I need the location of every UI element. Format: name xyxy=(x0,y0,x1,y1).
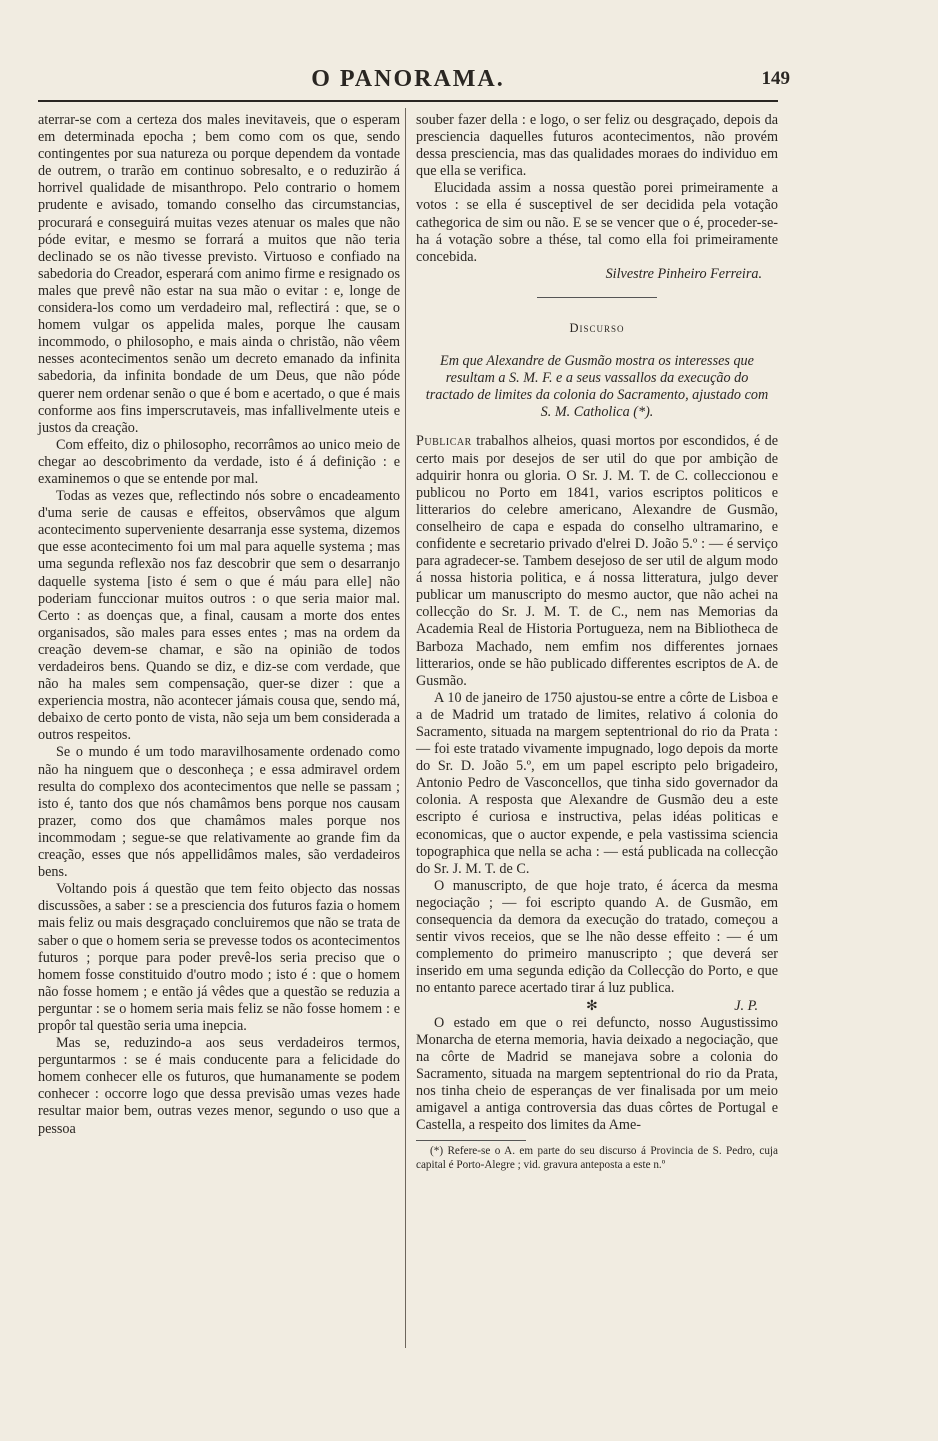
paragraph: Todas as vezes que, reflectindo nós sobre o encadeamento d'uma serie de causas e effeitos, observâmos que algum acontecimento superveniente desarranja esse systema, dizemos que esse acontecimento foi um mal para aquelle systema ; mas uma segunda reflexão nos faz descobrir que sem o desarranjo daquelle systema [isto é sem o que é máu para elle] não poderiam funccionar muitos outros : o que seria maior mal. Certo : as doenças que, a final, causam a morte dos entes organisados, são males para esses entes ; mas na ordem da creação devem-se chamar, e são na opinião de todos verdadeiros bens. Quando se diz, e diz-se com verdade, que não ha males sem compensação, quer-se dizer : que a experiencia mostra, não acontecer jámais cousa que, sendo má, debaixo de certo ponto de vista, não seja um bem considerada a outros respeitos. xyxy=(38,488,400,744)
section-heading: Discurso xyxy=(569,320,625,335)
footnote-rule xyxy=(416,1140,526,1141)
section-divider xyxy=(537,297,657,298)
paragraph: Com effeito, diz o philosopho, recorrâmos ao unico meio de chegar ao descobrimento da verdade, isto é á definição : e examinemos o que se entende por mal. xyxy=(38,436,400,487)
lead-word: Publicar xyxy=(416,433,472,450)
paragraph: Se o mundo é um todo maravilhosamente ordenado como não ha ninguem que o desconheça ; e essa admiravel ordem resulta do complexo dos acontecimentos que nelle se passam ; isto é, tanto dos que nós chamâmos bens porque nos causam prazer, como dos que chamâmos males porque nos incommodam ; segue-se que relativamente ao grande fim da creação, esses que nós appellidâmos males, são verdadeiros bens. xyxy=(38,744,400,881)
author-signature: Silvestre Pinheiro Ferreira. xyxy=(605,265,762,282)
page-number: 149 xyxy=(761,68,790,89)
left-column xyxy=(38,112,400,1352)
paragraph: A 10 de janeiro de 1750 ajustou-se entre a côrte de Lisboa e a de Madrid um tratado de limites, relativo á colonia do Sacramento, situada na margem septentrional do rio da Prata : — foi este tratado vivamente impugnado, logo depois da morte do Sr. D. João 5.º, em um papel escripto pelo brigadeiro, Antonio Pedro de Vasconcellos, que tinha sido governador da colonia. A resposta que Alexandre de Gusmão deu a este escripto é curiosa e instructiva, pelas idéas politicas e economicas, que o auctor expende, e pela vastissima sciencia topographica que nella se acha : — está publicada na collecção do Sr. J. M. T. de C. xyxy=(416,689,778,877)
paragraph: Voltando pois á questão que tem feito objecto das nossas discussões, a saber : se a presciencia dos futuros fazia o homem mais feliz ou mais desgraçado concluiremos que não se trata de saber o que o homem seria se prevesse todos os acontecimentos futuros ; porque para poder prevê-los seria preciso que o homem fosse constituido d'outro modo ; isto é : que o homem não fosse homem ; e então já vêdes que a questão se reduzia a perguntar : se o homem seria mais feliz se não fosse homem : e propôr tal questão seria uma inepcia. xyxy=(38,881,400,1034)
footnote: (*) Refere-se o A. em parte do seu discurso á Provincia de S. Pedro, cuja capital é Porto-Alegre ; vid. gravura anteposta a este n.º xyxy=(416,1145,778,1171)
paragraph: Mas se, reduzindo-a aos seus verdadeiros termos, perguntarmos : se é mais conducente para a felicidade do homem conhecer elle os futuros, que humanamente se podem conhecer : occorre logo que dessa previsão umas vezes hade resultar maior bem, outras vezes menor, segundo o uso que a pessoa xyxy=(38,1035,400,1137)
page-header xyxy=(38,66,790,98)
paragraph: souber fazer della : e logo, o ser feliz ou desgraçado, depois da presciencia daquelles futuros acontecimentos, não provém dessa presciencia, mas das qualidades moraes do individuo em que ella se verifica. xyxy=(416,112,778,180)
right-column xyxy=(416,112,778,1352)
paragraph: O manuscripto, de que hoje trato, é ácerca da mesma negociação ; — foi escripto quando A. de Gusmão, em consequencia da demora da execução do tratado, começou a sentir vivos receios, que se lhe não desse effeito : — é um complemento do primeiro manuscripto ; que deverá ser inserido em uma segunda edição da Collecção do Porto, e que no entanto parece acertado tirar á luz publica. xyxy=(416,877,778,997)
paragraph: O estado em que o rei defuncto, nosso Augustissimo Monarcha de eterna memoria, havia deixado a negociação, que na côrte de Madrid se manejava sobre a colonia do Sacramento, situada na margem septentrional do rio da Prata, nos tinha cheio de esperanças de ver finalisada por um meio amigavel a antiga controversia das duas côrtes de Portugal e Castella, a respeito dos limites da Ame- xyxy=(416,1014,778,1134)
column-divider xyxy=(405,108,406,1348)
header-rule xyxy=(38,100,778,102)
page-title: O PANORAMA. xyxy=(311,66,505,92)
paragraph: Elucidada assim a nossa questão porei primeiramente a votos : se ella é susceptivel de ser decidida pela votação cathegorica de sim ou não. E se se vencer que o é, proceder-se-ha á votação sobre a thése, tal como ella foi primeiramente concebida. xyxy=(416,180,778,265)
paragraph: aterrar-se com a certeza dos males inevitaveis, que o esperam em determinada epocha ; bem como com os que, sendo contingentes por sua natureza ou porque dependem da vontade de outrem, o trarão em continuo sobresalto, e o reduzirão á horrivel qualidade de misanthropo. Pelo contrario o homem prudente e avisado, tomando conselho das circumstancias, procurará e conseguirá muitas vezes atenuar os males que não póde evitar, e mesmo se forrará a muitos que não teria declinado se os não tivesse previsto. Virtuoso e confiado na sabedoria do Creador, esperará com animo firme e resignado os males que prevê não estar na sua mão o evitar : e, longe de considera-los como um verdadeiro mal, reflectirá : que, se o homem vulgar os appelida males, porque lhe causam incommodo, o philosopho, e mais ainda o christão, não vêem nesses acontecimentos senão um decreto emanado da infinita sabedoria, da infinita bondade de um Deus, que não póde querer nem ordenar senão o que é bom e acertado, o que é mais conforme aos fins imperscrutaveis, mas infallivelmente uteis e justos da creação. xyxy=(38,112,400,436)
paragraph xyxy=(416,433,778,689)
paragraph-text: trabalhos alheios, quasi mortos por escondidos, é de certo mais por desejos de ser util do que por ambição de adquirir honra ou gloria. O Sr. J. M. T. de C. colleccionou e publicou no Porto em 1841, varios escriptos politicos e litterarios do celebre americano, Alexandre de Gusmão, conselheiro de capa e espada do conselho ultramarino, e confidente e secretario privado d'elrei D. João 5.º : — é serviço para agradecer-se. Tambem desejoso de ser util de algum modo á nossa historia politica, e á nossa litteratura, julgo dever publicar um manuscripto do mesmo auctor, que não achei na collecção do Sr. J. M. T. de C., nem nas Memorias da Academia Real de Historia Portugueza, nem na Bibliotheca de Barboza Machado, nem emfim nos differentes jornaes litterarios, onde se hão publicado differentes escriptos de A. de Gusmão. xyxy=(416,433,779,689)
author-initials: J. P. xyxy=(734,997,758,1014)
ornament-line xyxy=(416,998,778,1015)
asterism-icon: ✻ xyxy=(586,997,598,1014)
section-subheading: Em que Alexandre de Gusmão mostra os interesses que resultam a S. M. F. e a seus vassallos da execução do tractado de limites da colonia do Sacramento, ajustado com S. M. Catholica (*). xyxy=(425,353,769,421)
